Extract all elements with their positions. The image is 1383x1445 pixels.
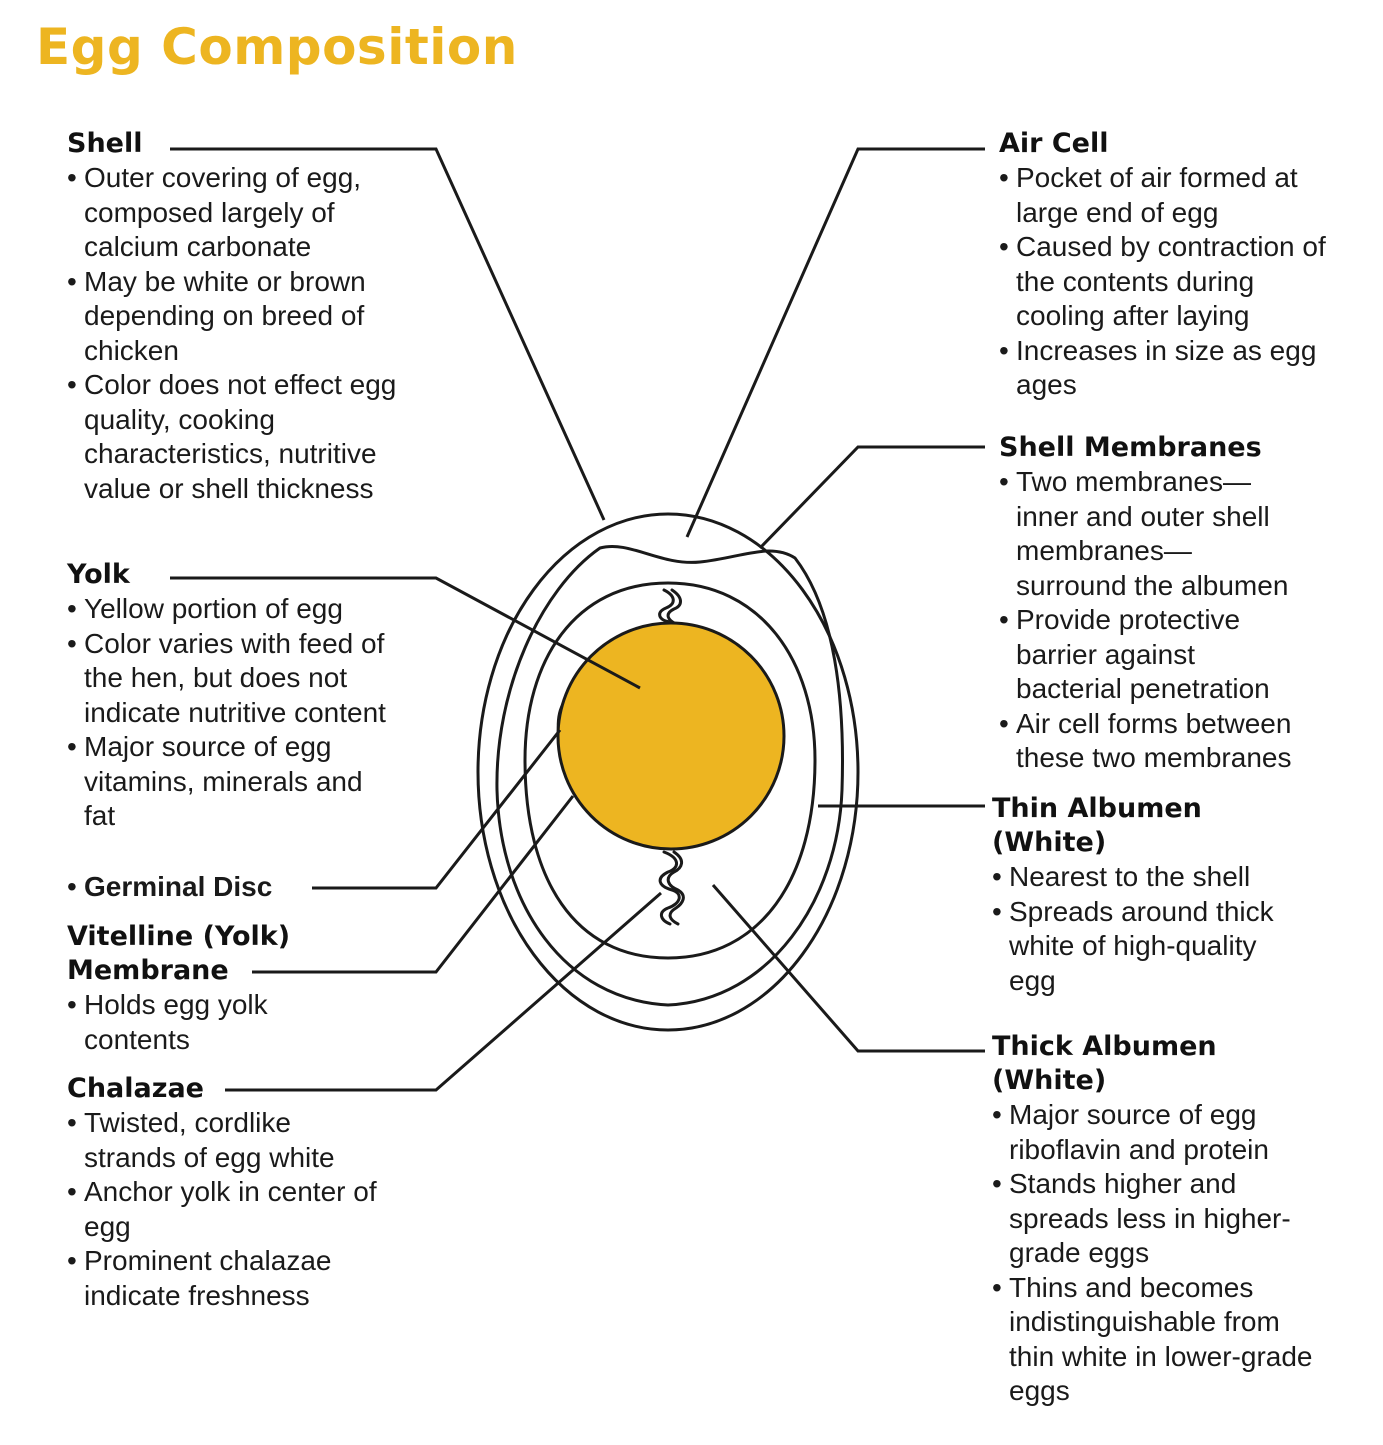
yolk-section: [67, 558, 397, 834]
list-item: • Nearest to the shell: [992, 860, 1322, 895]
list-item: • Air cell forms between these two membranes: [999, 707, 1329, 776]
air-cell-heading: Air Cell: [999, 128, 1109, 159]
chalazae-section: [67, 1072, 377, 1313]
thin-albumen-heading-line1: Thin Albumen: [992, 793, 1202, 824]
yolk-heading: Yolk: [67, 559, 130, 590]
shell-heading: Shell: [67, 128, 143, 159]
vitelline-heading-line1: Vitelline (Yolk): [67, 921, 291, 952]
yolk-bullets: [67, 592, 397, 834]
thick-albumen-section: [992, 1030, 1322, 1409]
air-cell-bullets: [999, 161, 1339, 403]
leader-air-cell: [687, 149, 985, 537]
list-item: • Twisted, cordlike strands of egg white: [67, 1106, 377, 1175]
page-title: Egg Composition: [36, 18, 518, 76]
list-item: • Increases in size as egg ages: [999, 334, 1339, 403]
list-item: • Anchor yolk in center of egg: [67, 1175, 377, 1244]
air-cell-section: [999, 127, 1339, 403]
shell-membranes-bullets: [999, 465, 1329, 776]
list-item: • Major source of egg riboflavin and protein: [992, 1098, 1309, 1167]
chalaza-top: [660, 590, 674, 622]
list-item: • Major source of egg vitamins, minerals and fat: [67, 730, 397, 834]
list-item: • Outer covering of egg, composed largely of calcium carbonate: [67, 161, 397, 265]
list-item: • Holds egg yolk contents: [67, 988, 304, 1057]
thick-albumen-heading-line2: (White): [992, 1065, 1107, 1096]
thin-albumen-section: [992, 792, 1322, 998]
list-item: • Stands higher and spreads less in higher-grade eggs: [992, 1167, 1329, 1271]
germinal-disc-label: • Germinal Disc: [67, 870, 272, 904]
vitelline-section: [67, 920, 397, 1057]
shell-membranes-section: [999, 431, 1329, 776]
thin-albumen-heading-line2: (White): [992, 827, 1107, 858]
list-item: • Provide protective barrier against bacterial penetration: [999, 603, 1306, 707]
shell-membranes-heading: Shell Membranes: [999, 432, 1262, 463]
leader-thick-albumen: [713, 885, 985, 1051]
list-item: • Prominent chalazae indicate freshness: [67, 1244, 377, 1313]
list-item: • Color varies with feed of the hen, but does not indicate nutritive content: [67, 627, 397, 731]
leader-shell-membranes: [760, 447, 985, 548]
list-item: • May be white or brown depending on breed of chicken: [67, 265, 397, 369]
list-item: • Two membranes— inner and outer shell membranes— surround the albumen: [999, 465, 1306, 603]
vitelline-heading-line2: Membrane: [67, 955, 229, 986]
chalazae-heading: Chalazae: [67, 1073, 204, 1104]
shell-bullets: [67, 161, 397, 506]
list-item: • Spreads around thick white of high-quality egg: [992, 895, 1309, 999]
yolk: [558, 623, 784, 849]
chalazae-bullets: [67, 1106, 377, 1313]
thick-albumen-heading-line1: Thick Albumen: [992, 1031, 1217, 1062]
list-item: • Thins and becomes indistinguishable from thin white in lower-grade eggs: [992, 1271, 1329, 1409]
list-item: • Yellow portion of egg: [67, 592, 397, 627]
shell-section: [67, 127, 397, 506]
thick-albumen-bullets: [992, 1098, 1322, 1409]
list-item: • Color does not effect egg quality, cooking characteristics, nutritive value or shell thickness: [67, 368, 397, 506]
list-item: • Pocket of air formed at large end of egg: [999, 161, 1339, 230]
list-item: • Caused by contraction of the contents during cooling after laying: [999, 230, 1339, 334]
vitelline-bullets: [67, 988, 397, 1057]
thin-albumen-bullets: [992, 860, 1322, 998]
